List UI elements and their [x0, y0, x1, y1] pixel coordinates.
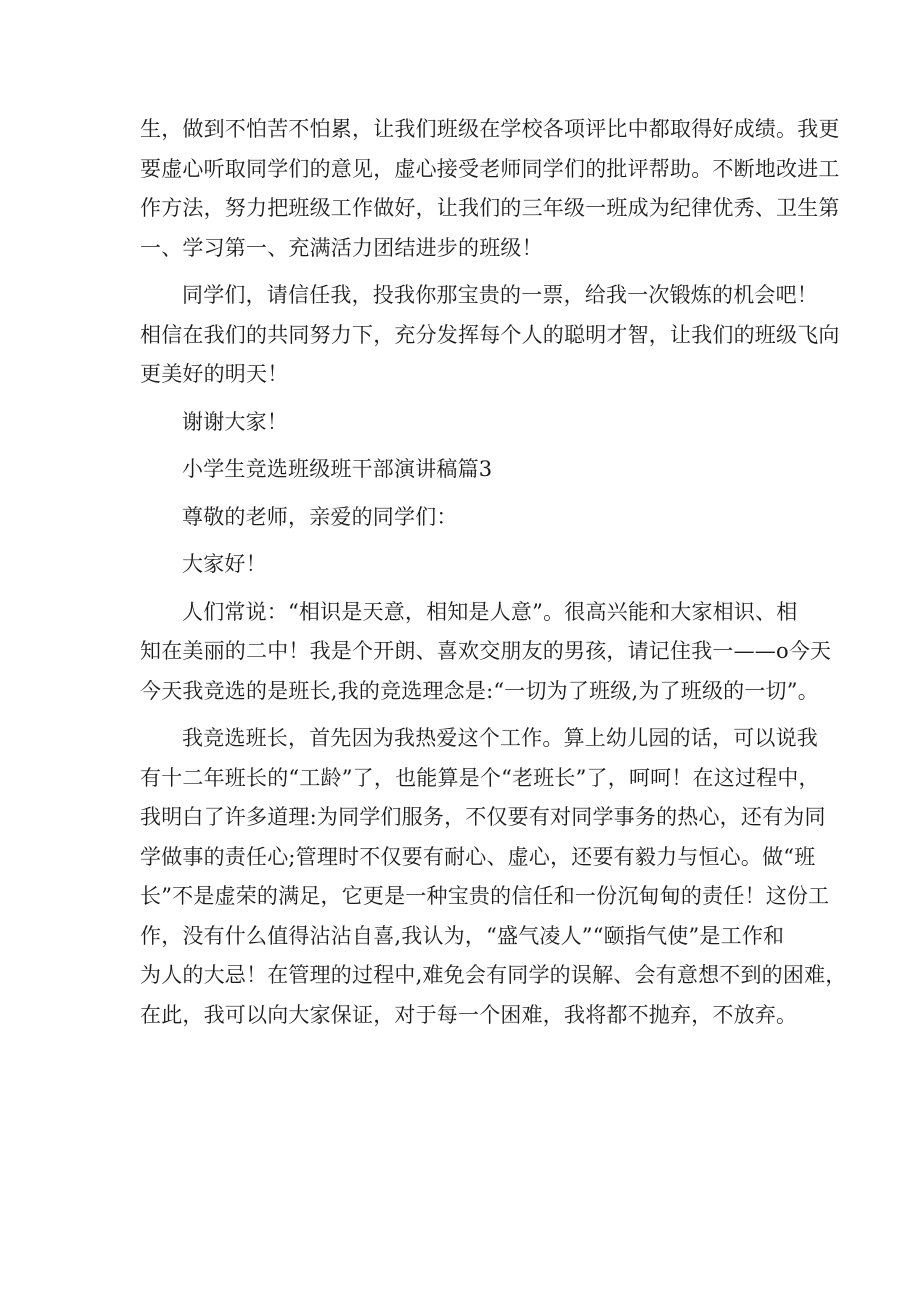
section-title: 小学生竞选班级班干部演讲稿篇3 [182, 457, 493, 481]
text-line: 生，做到不怕苦不怕累，让我们班级在学校各项评比中都取得好成绩。我更 [140, 117, 840, 141]
paragraph-thanks [140, 403, 808, 443]
text-line: 为人的大忌！在管理的过程中,难免会有同学的误解、会有意想不到的困难， [140, 963, 847, 987]
paragraph-class-goals [140, 110, 840, 268]
paragraph-greeting [140, 545, 808, 585]
text-line: 在此，我可以向大家保证，对于每一个困难，我将都不抛弃，不放弃。 [140, 1002, 798, 1027]
text-line: 作方法，努力把班级工作做好，让我们的三年级一班成为纪律优秀、卫生第 [140, 196, 840, 220]
text-line: 我竞选班长，首先因为我热爱这个工作。算上幼儿园的话，可以说我 [182, 726, 818, 750]
text-line: 一、学习第一、充满活力团结进步的班级！ [140, 235, 543, 260]
text-line: 学做事的责任心;管理时不仅要有耐心、虚心，还要有毅力与恒心。做“班 [140, 844, 816, 869]
text-line: 谢谢大家！ [182, 409, 288, 434]
text-line: 我明白了许多道理:为同学们服务，不仅要有对同学事务的热心，还有为同 [140, 805, 826, 829]
paragraph-vote-appeal [140, 276, 840, 395]
text-line: 有十二年班长的“工龄”了，也能算是个“老班长”了，呵呵！在这过程中， [140, 765, 820, 790]
text-line: 今天我竞选的是班长,我的竞选理念是:“一切为了班级,为了班级的一切”。 [140, 678, 819, 703]
text-line: 更美好的明天！ [140, 362, 289, 386]
text-line: 相信在我们的共同努力下，充分发挥每个人的聪明才智，让我们的班级飞向 [140, 322, 840, 347]
paragraph-introduction [140, 593, 832, 712]
text-line: 尊敬的老师，亲爱的同学们： [182, 504, 458, 529]
text-line: 作，没有什么值得沾沾自喜,我认为，“盛气凌人”“颐指气使”是工作和 [140, 923, 785, 948]
text-line: 知在美丽的二中！我是个开朗、喜欢交朋友的男孩，请记住我一——o今天 [140, 639, 832, 663]
text-line: 要虚心听取同学们的意见，虚心接受老师同学们的批评帮助。不断地改进工 [140, 156, 840, 181]
document-body [140, 110, 847, 1043]
paragraph-salutation [140, 498, 808, 538]
section-heading [140, 450, 808, 490]
text-line: 大家好！ [182, 552, 267, 576]
text-line: 人们常说：“相识是天意，相知是人意”。很高兴能和大家相识、相 [182, 599, 798, 624]
text-line: 同学们，请信任我，投我你那宝贵的一票，给我一次锻炼的机会吧！ [182, 283, 818, 307]
text-line: 长”不是虚荣的满足，它更是一种宝贵的信任和一份沉甸甸的责任！这份工 [140, 884, 830, 908]
paragraph-motivation [140, 719, 847, 1035]
